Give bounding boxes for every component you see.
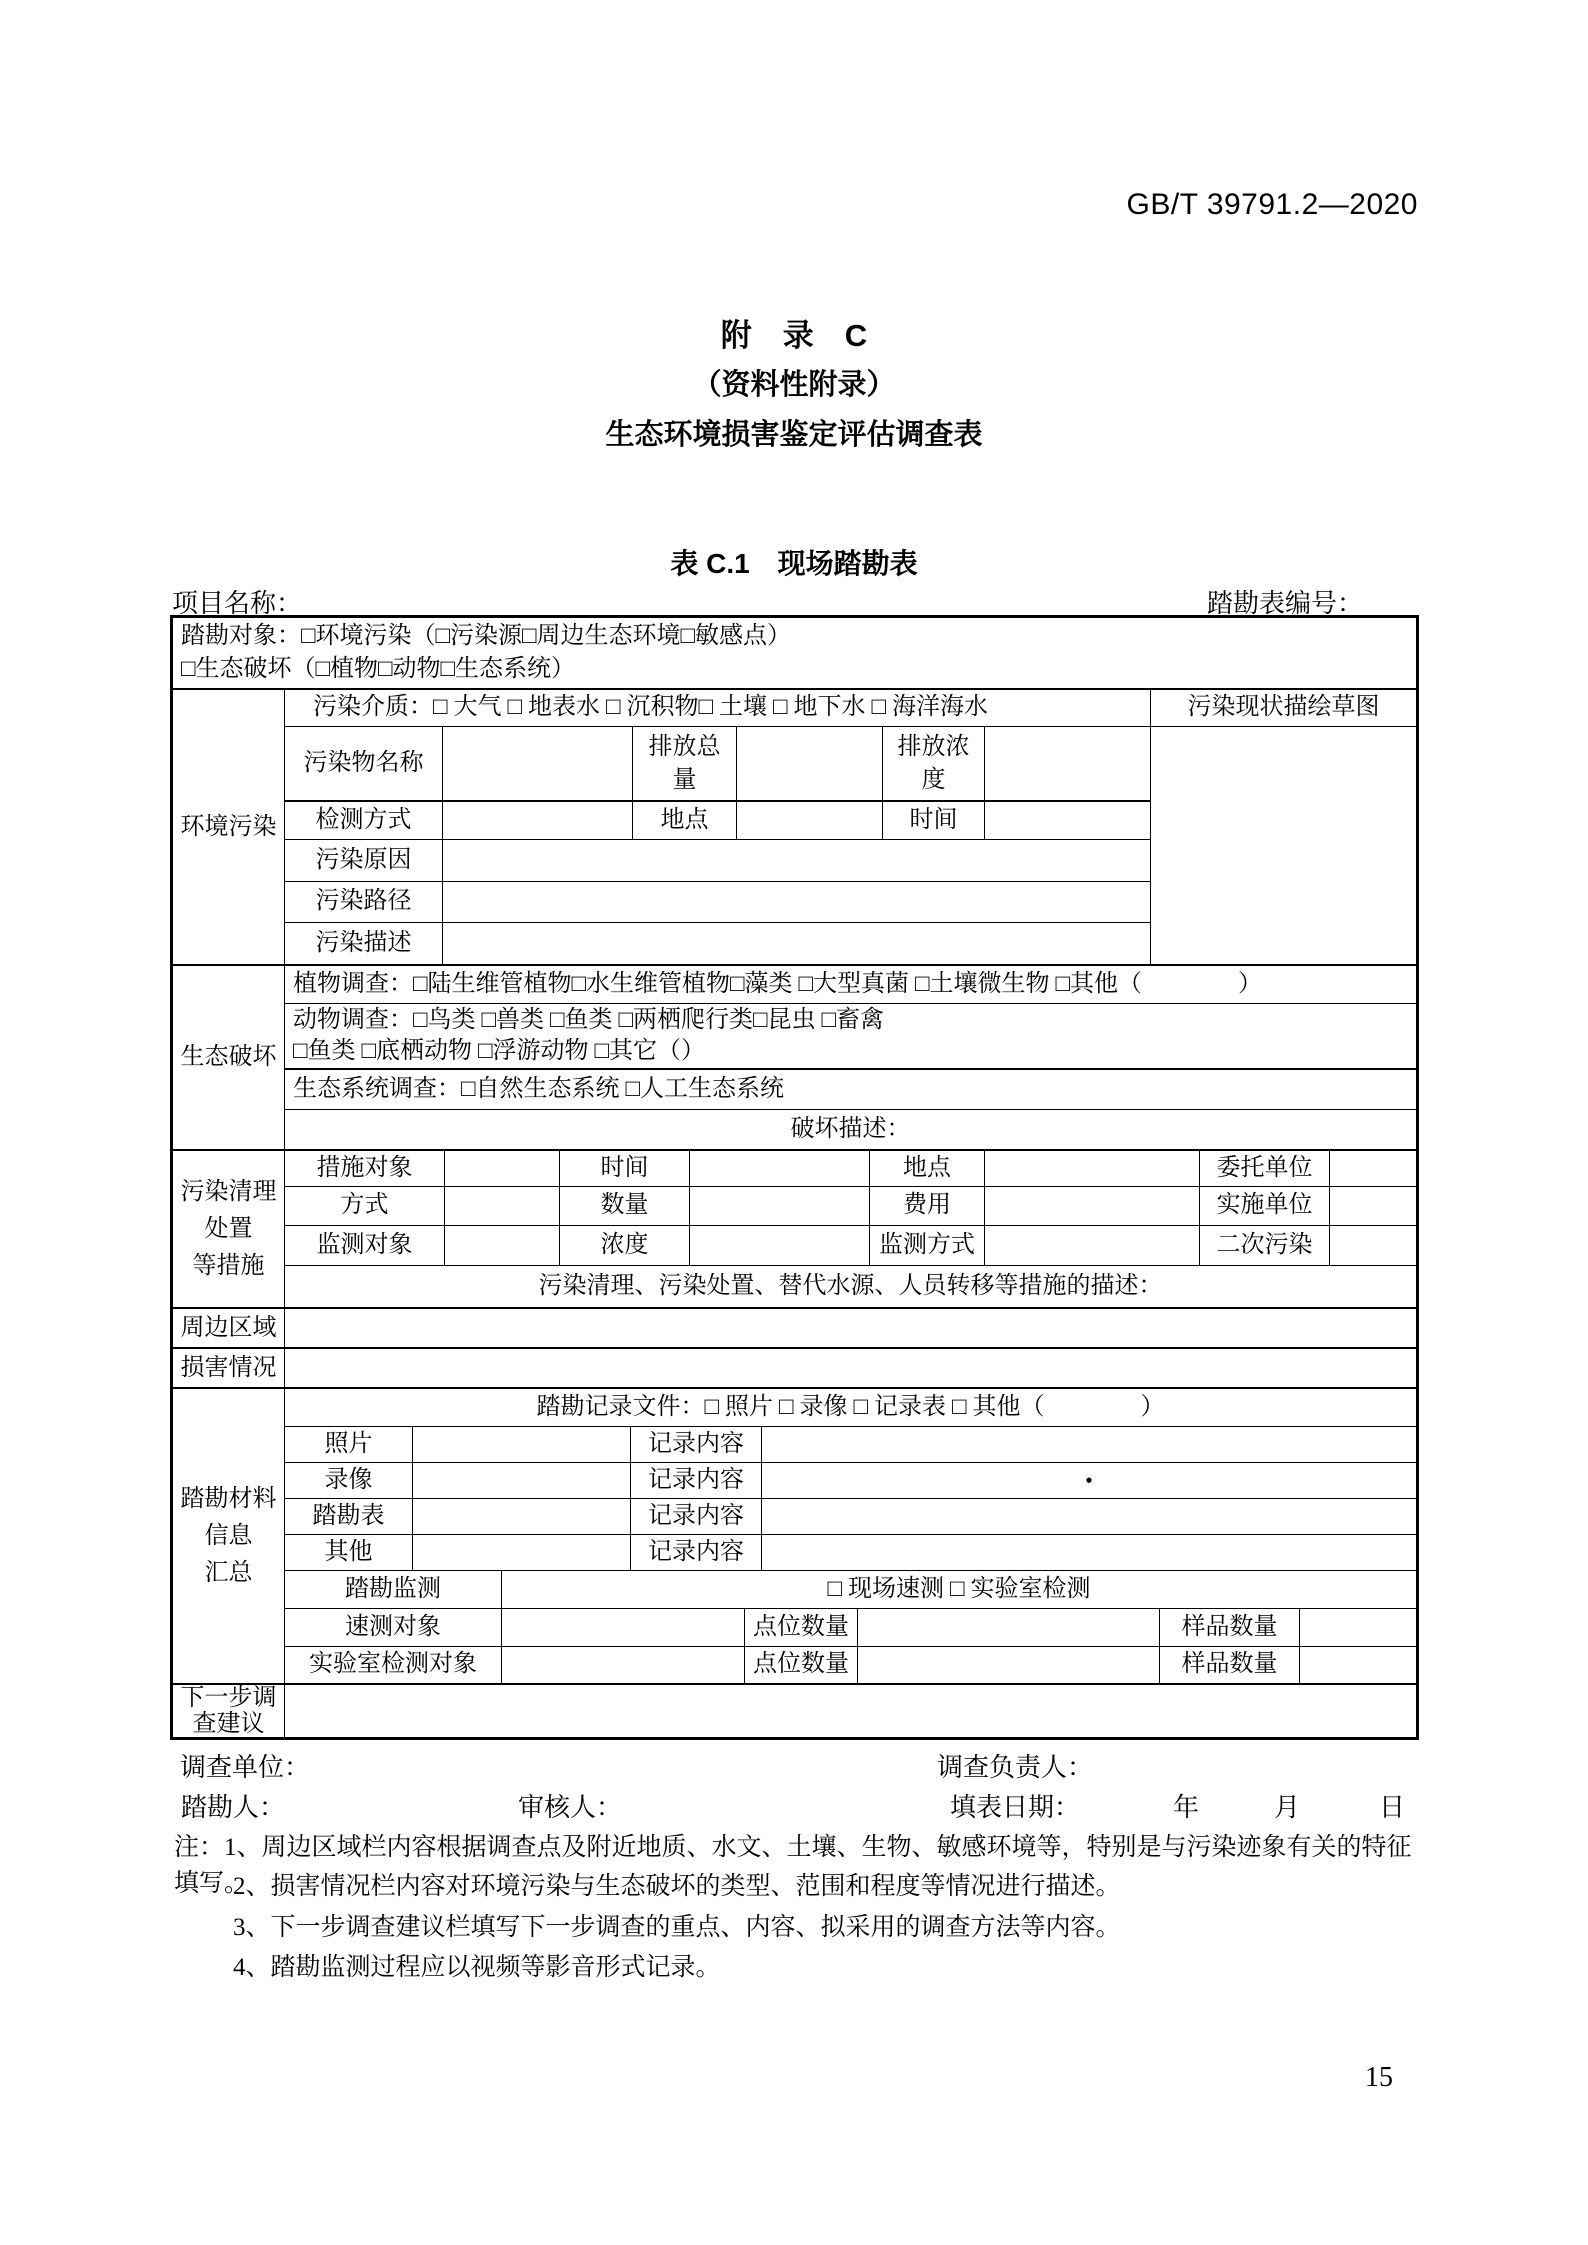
table-caption: 表 C.1 现场踏勘表 — [670, 548, 918, 579]
pollution-sketch-header: 污染现状描绘草图 — [1151, 690, 1416, 727]
pollution-cause-row — [285, 840, 1150, 882]
env-pollution-section-label: 环境污染 — [173, 690, 285, 964]
monitor-method-value-cell — [985, 1226, 1200, 1265]
damage-situation-label: 损害情况 — [173, 1349, 285, 1387]
materials-label-line1: 踏勘材料 — [180, 1485, 277, 1512]
plant-survey-options: 植物调查：□陆生维管植物□水生维管植物□藻类 □大型真菌 □土壤微生物 □其他（ ） — [293, 970, 1262, 997]
appendix-title-line3: 生态环境损害鉴定评估调查表 — [605, 419, 983, 451]
section-eco-damage — [173, 966, 1416, 1151]
discharge-conc-value-cell — [985, 727, 1150, 800]
monitor-object-label: 监测对象 — [285, 1226, 445, 1265]
discharge-total-label: 排放总量 — [633, 727, 737, 800]
reviewer-label: 审核人： — [518, 1793, 623, 1822]
measure-object-row — [285, 1151, 1416, 1187]
monitoring-row — [285, 1571, 1416, 1609]
detect-method-label: 检测方式 — [285, 802, 443, 839]
monitoring-label: 踏勘监测 — [285, 1571, 502, 1608]
page-number: 15 — [1365, 2062, 1393, 2093]
appendix-title-line2: （资料性附录） — [692, 369, 896, 401]
surrounding-area-label: 周边区域 — [173, 1309, 285, 1347]
site-survey-table — [170, 615, 1419, 1740]
client-unit-label: 委托单位 — [1200, 1151, 1330, 1186]
concentration-label: 浓度 — [560, 1226, 690, 1265]
quick-test-value-cell — [502, 1609, 745, 1646]
detect-method-row — [285, 802, 1150, 840]
cleanup-label-line2: 处置 — [204, 1215, 253, 1242]
photo-content-label: 记录内容 — [631, 1427, 762, 1462]
standard-number: GB/T 39791.2—2020 — [1126, 188, 1418, 221]
other-material-value-cell — [413, 1535, 631, 1570]
monitor-object-value-cell — [445, 1226, 560, 1265]
measure-quantity-value-cell — [690, 1187, 870, 1225]
quick-test-points-label: 点位数量 — [745, 1609, 858, 1646]
measure-method-label: 方式 — [285, 1187, 445, 1225]
cleanup-section-label — [173, 1151, 285, 1307]
pollutant-name-row — [285, 727, 1150, 802]
other-material-content-value-cell — [762, 1535, 1416, 1570]
measure-time-value-cell — [690, 1151, 870, 1186]
measure-location-value-cell — [985, 1151, 1200, 1186]
next-step-label-line1: 下一步调 — [180, 1685, 277, 1711]
ecosystem-survey-options: 生态系统调查：□自然生态系统 □人工生态系统 — [293, 1075, 784, 1102]
discharge-total-value-cell — [737, 727, 883, 800]
date-day-label: 日 — [1379, 1793, 1406, 1822]
measure-time-label: 时间 — [560, 1151, 690, 1186]
section-env-pollution — [173, 690, 1416, 966]
pollution-path-value-cell — [443, 882, 1150, 922]
damage-desc-row: 破坏描述： — [790, 1115, 911, 1142]
next-step-label-line2: 查建议 — [192, 1711, 265, 1737]
measure-method-row — [285, 1187, 1416, 1226]
pollution-sketch-column — [1150, 690, 1416, 964]
surveyor-label: 踏勘人： — [181, 1793, 286, 1822]
lab-test-samples-label: 样品数量 — [1160, 1647, 1300, 1683]
record-files-row: 踏勘记录文件：□ 照片 □ 录像 □ 记录表 □ 其他（ ） — [285, 1389, 1416, 1427]
pollution-sketch-area — [1151, 727, 1416, 964]
pollution-cause-label: 污染原因 — [285, 840, 443, 881]
materials-section-label — [173, 1389, 285, 1683]
note-4: 4、踏勘监测过程应以视频等影音形式记录。 — [233, 1954, 721, 1981]
survey-object-line1: 踏勘对象：□环境污染（□污染源□周边生态环境□敏感点） — [181, 622, 791, 649]
damage-situation-row — [173, 1349, 1416, 1389]
animal-survey-line2: □鱼类 □底栖动物 □浮游动物 □其它（） — [293, 1038, 705, 1065]
survey-object-row — [173, 618, 1416, 690]
quick-test-samples-label: 样品数量 — [1160, 1609, 1300, 1646]
other-material-content-label: 记录内容 — [631, 1535, 762, 1570]
lab-test-points-value-cell — [858, 1647, 1160, 1683]
ecosystem-survey-row — [285, 1070, 1416, 1110]
survey-unit-label: 调查单位： — [180, 1753, 311, 1782]
survey-leader-label: 调查负责人： — [937, 1753, 1094, 1782]
implement-unit-value-cell — [1330, 1187, 1416, 1225]
implement-unit-label: 实施单位 — [1200, 1187, 1330, 1225]
concentration-value-cell — [690, 1226, 870, 1265]
measure-object-value-cell — [445, 1151, 560, 1186]
surrounding-area-value-cell — [285, 1309, 1416, 1347]
secondary-pollution-label: 二次污染 — [1200, 1226, 1330, 1265]
cleanup-label-line3: 等措施 — [192, 1252, 265, 1279]
video-label: 录像 — [285, 1463, 413, 1498]
video-content-value-cell — [762, 1463, 1416, 1498]
measure-method-value-cell — [445, 1187, 560, 1225]
survey-form-content-value-cell — [762, 1499, 1416, 1534]
surrounding-area-row — [173, 1309, 1416, 1349]
quick-test-row — [285, 1609, 1416, 1647]
survey-form-content-label: 记录内容 — [631, 1499, 762, 1534]
animal-survey-line1: 动物调查：□鸟类 □兽类 □鱼类 □两栖爬行类□昆虫 □畜禽 — [293, 1006, 884, 1033]
pollution-desc-value-cell — [443, 923, 1150, 964]
eco-damage-section-label: 生态破坏 — [173, 966, 285, 1149]
video-value-cell — [413, 1463, 631, 1498]
materials-label-line3: 汇总 — [204, 1559, 253, 1586]
lab-test-label: 实验室检测对象 — [285, 1647, 502, 1683]
materials-label-line2: 信息 — [204, 1522, 253, 1549]
pollution-cause-value-cell — [443, 840, 1150, 881]
fill-date-label: 填表日期： — [950, 1793, 1081, 1822]
survey-object-line2: □生态破坏（□植物□动物□生态系统） — [181, 656, 575, 683]
damage-situation-value-cell — [285, 1349, 1416, 1387]
next-step-row — [173, 1685, 1416, 1737]
survey-form-row — [285, 1499, 1416, 1535]
pollutant-name-value-cell — [443, 727, 633, 800]
appendix-title-line1: 附 录 C — [720, 318, 868, 353]
quick-test-points-value-cell — [858, 1609, 1160, 1646]
discharge-conc-label: 排放浓度 — [883, 727, 985, 800]
other-material-row — [285, 1535, 1416, 1571]
survey-form-label: 踏勘表 — [285, 1499, 413, 1534]
quick-test-samples-value-cell — [1300, 1609, 1416, 1646]
measure-cost-value-cell — [985, 1187, 1200, 1225]
date-year-label: 年 — [1173, 1793, 1200, 1822]
next-step-label — [173, 1685, 285, 1737]
location-value-cell — [737, 802, 883, 839]
photo-label: 照片 — [285, 1427, 413, 1462]
quick-test-label: 速测对象 — [285, 1609, 502, 1646]
location-label: 地点 — [633, 802, 737, 839]
monitoring-options: □ 现场速测 □ 实验室检测 — [827, 1575, 1091, 1602]
other-material-label: 其他 — [285, 1535, 413, 1570]
stray-dot-mark: • — [1085, 1467, 1093, 1493]
video-content-label: 记录内容 — [631, 1463, 762, 1498]
animal-survey-row — [285, 1004, 1416, 1070]
cleanup-label-line1: 污染清理 — [180, 1178, 277, 1205]
plant-survey-row — [285, 966, 1416, 1004]
survey-form-value-cell — [413, 1499, 631, 1534]
pollution-path-row — [285, 882, 1150, 923]
measure-location-label: 地点 — [870, 1151, 985, 1186]
measures-desc-row: 污染清理、污染处置、替代水源、人员转移等措施的描述： — [538, 1272, 1163, 1299]
photo-content-value-cell — [762, 1427, 1416, 1462]
project-name-label: 项目名称： — [172, 589, 303, 618]
lab-test-row — [285, 1647, 1416, 1683]
next-step-value-cell — [285, 1685, 1416, 1737]
secondary-pollution-value-cell — [1330, 1226, 1416, 1265]
video-row — [285, 1463, 1416, 1499]
pollution-media-row: 污染介质：□ 大气 □ 地表水 □ 沉积物□ 土壤 □ 地下水 □ 海洋海水 — [285, 690, 1150, 727]
photo-value-cell — [413, 1427, 631, 1462]
time-value-cell — [985, 802, 1150, 839]
note-3: 3、下一步调查建议栏填写下一步调查的重点、内容、拟采用的调查方法等内容。 — [233, 1914, 1121, 1941]
client-unit-value-cell — [1330, 1151, 1416, 1186]
section-materials-summary — [173, 1389, 1416, 1685]
measure-object-label: 措施对象 — [285, 1151, 445, 1186]
note-2: 2、损害情况栏内容对环境污染与生态破坏的类型、范围和程度等情况进行描述。 — [233, 1873, 1121, 1900]
appendix-title-block — [0, 310, 1588, 453]
time-label: 时间 — [883, 802, 985, 839]
lab-test-samples-value-cell — [1300, 1647, 1416, 1683]
detect-method-value-cell — [443, 802, 633, 839]
pollution-desc-label: 污染描述 — [285, 923, 443, 964]
photo-row — [285, 1427, 1416, 1463]
section-cleanup-measures — [173, 1151, 1416, 1309]
pollution-path-label: 污染路径 — [285, 882, 443, 922]
date-month-label: 月 — [1274, 1793, 1301, 1822]
lab-test-points-label: 点位数量 — [745, 1647, 858, 1683]
measure-quantity-label: 数量 — [560, 1187, 690, 1225]
note-1: 注：1、周边区域栏内容根据调查点及附近地质、水文、土壤、生物、敏感环境等，特别是与污染迹象有关的特征填写。 — [174, 1834, 1412, 1897]
lab-test-value-cell — [502, 1647, 745, 1683]
pollutant-name-label: 污染物名称 — [285, 727, 443, 800]
measure-cost-label: 费用 — [870, 1187, 985, 1225]
pollution-desc-row — [285, 923, 1150, 964]
monitor-method-label: 监测方式 — [870, 1226, 985, 1265]
monitor-object-row — [285, 1226, 1416, 1266]
form-number-label: 踏勘表编号： — [1207, 589, 1364, 618]
